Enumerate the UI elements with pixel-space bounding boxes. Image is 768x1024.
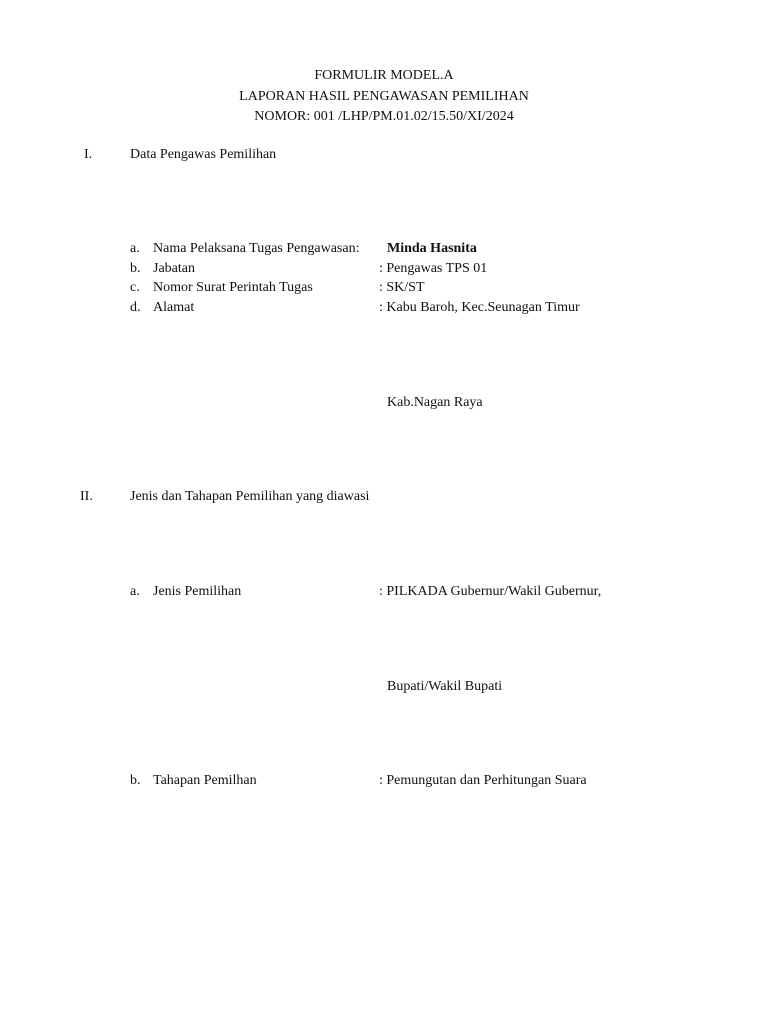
position-value: : Pengawas TPS 01: [379, 261, 488, 276]
item-marker: a.: [130, 584, 140, 599]
officer-name-value: Minda Hasnita: [387, 241, 477, 256]
report-number: NOMOR: 001 /LHP/PM.01.02/15.50/XI/2024: [254, 109, 514, 124]
address-label: Alamat: [153, 300, 195, 315]
address-value-continued: Kab.Nagan Raya: [387, 395, 483, 410]
item-marker: b.: [130, 261, 141, 276]
address-value: : Kabu Baroh, Kec.Seunagan Timur: [379, 300, 580, 315]
section-2-title: Jenis dan Tahapan Pemilihan yang diawasi: [130, 489, 370, 504]
election-type-value-continued: Bupati/Wakil Bupati: [387, 679, 503, 694]
officer-name-label: Nama Pelaksana Tugas Pengawasan:: [153, 241, 360, 256]
section-2-number: II.: [80, 489, 93, 504]
election-type-value: : PILKADA Gubernur/Wakil Gubernur,: [379, 584, 602, 599]
section-1-number: I.: [84, 147, 93, 162]
item-marker: a.: [130, 241, 140, 256]
election-stage-value: : Pemungutan dan Perhitungan Suara: [379, 773, 587, 788]
warrant-number-value: : SK/ST: [379, 280, 425, 295]
item-marker: c.: [130, 280, 140, 295]
warrant-number-label: Nomor Surat Perintah Tugas: [153, 280, 313, 295]
item-marker: d.: [130, 300, 141, 315]
report-title: LAPORAN HASIL PENGAWASAN PEMILIHAN: [239, 89, 529, 104]
form-title: FORMULIR MODEL.A: [314, 68, 454, 83]
section-1-title: Data Pengawas Pemilihan: [130, 147, 277, 162]
election-type-label: Jenis Pemilihan: [153, 584, 242, 599]
position-label: Jabatan: [153, 261, 195, 276]
item-marker: b.: [130, 773, 141, 788]
election-stage-label: Tahapan Pemilhan: [153, 773, 257, 788]
